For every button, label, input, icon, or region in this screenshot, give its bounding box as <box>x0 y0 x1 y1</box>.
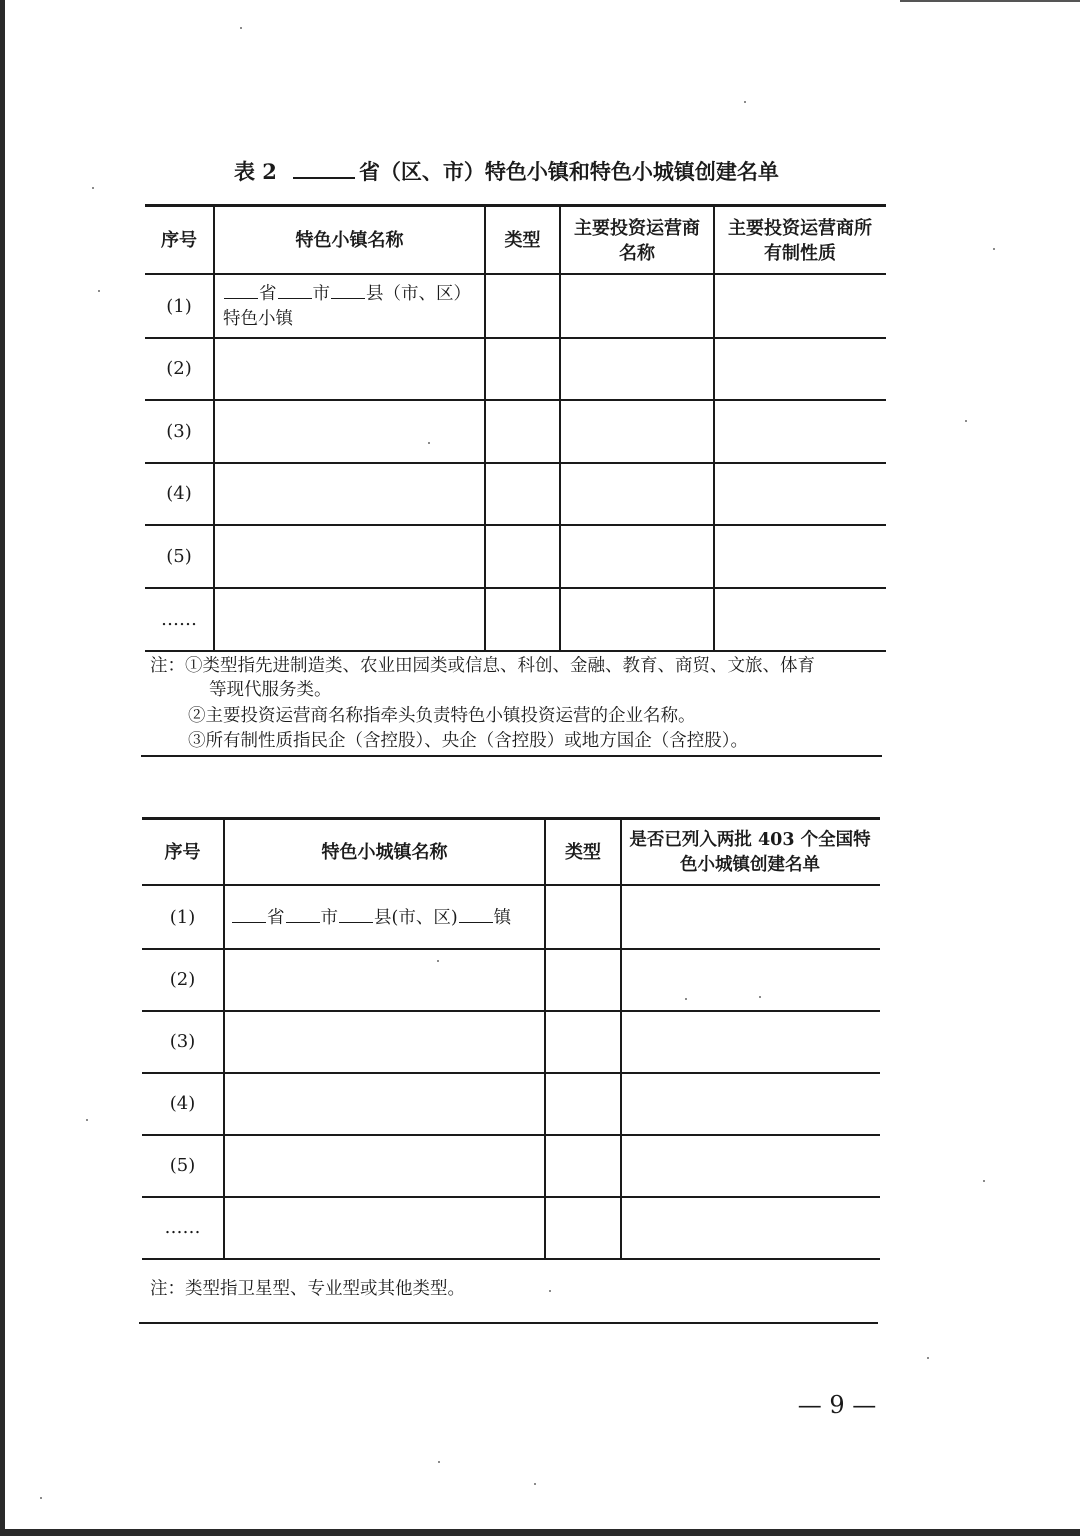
table2-row1-name-template <box>225 886 544 948</box>
table1-row-index: (2) <box>166 358 192 379</box>
scan-speck <box>965 420 967 422</box>
table2-header-town-name: 特色小城镇名称 <box>321 841 448 863</box>
scan-speck <box>98 290 100 292</box>
scan-left-edge <box>0 0 5 1536</box>
scan-speck <box>437 960 439 962</box>
table2-row-index: (3) <box>169 1031 196 1052</box>
county-label: 县（市、区） <box>366 284 471 304</box>
table1-row-rule <box>145 337 886 339</box>
town-suffix-line: 特色小镇 <box>223 309 293 329</box>
note1-line: ③所有制性质指民企（含控股）、央企（含控股）或地方国企（含控股）。 <box>188 731 748 751</box>
table1-header-operator-name: 主要投资运营商名称 <box>574 218 700 264</box>
table1-row-rule <box>145 399 886 401</box>
table-title <box>234 156 874 188</box>
table2-header-index: 序号 <box>164 841 201 863</box>
scan-top-edge <box>900 0 1080 2</box>
table2-row-rule <box>142 948 880 950</box>
table2-bottom-rule <box>142 1258 880 1260</box>
table1-col-rule <box>559 205 561 651</box>
table1-row-index: …… <box>161 608 197 630</box>
table2-col-rule <box>223 818 225 1259</box>
town-address-line <box>223 280 471 307</box>
city-label: 市 <box>320 907 338 928</box>
note2-text: 注：类型指卫星型、专业型或其他类型。 <box>150 1279 465 1299</box>
table1-header-rule <box>145 273 886 275</box>
table1-header-ownership: 主要投资运营商所有制性质 <box>728 218 872 264</box>
scan-speck <box>927 1357 929 1359</box>
scan-speck <box>759 996 761 998</box>
table2-row-index: …… <box>164 1217 201 1238</box>
scan-speck <box>993 248 995 250</box>
table2-header-type: 类型 <box>565 841 601 863</box>
scan-speck <box>240 27 242 29</box>
table2-row-rule <box>142 1010 880 1012</box>
table2-row-index: (2) <box>169 969 196 990</box>
title-suffix: 省（区、市）特色小镇和特色小城镇创建名单 <box>358 159 779 184</box>
table1-col-rule <box>713 205 715 651</box>
table1-row1-name-template <box>215 278 484 334</box>
scan-speck <box>428 442 430 444</box>
scan-speck <box>86 1119 88 1121</box>
small-town-address-line <box>231 904 511 931</box>
table2-col-rule <box>544 818 546 1259</box>
table1-bottom-rule <box>145 650 886 652</box>
note1-bottom-rule <box>141 755 882 757</box>
scan-speck <box>92 187 94 189</box>
note1-line: 注：①类型指先进制造类、农业田园类或信息、科创、金融、教育、商贸、文旅、体育 <box>150 656 815 676</box>
province-label: 省 <box>259 284 277 304</box>
blank-field <box>459 904 493 923</box>
table2-row-rule <box>142 1072 880 1074</box>
blank-field <box>286 904 320 923</box>
table2-row-index: (1) <box>169 906 196 928</box>
blank-field <box>224 280 258 299</box>
blank-field <box>331 280 365 299</box>
scan-speck <box>685 998 687 1000</box>
note2-bottom-rule <box>139 1322 878 1324</box>
table2-header-listed-status: 是否已列入两批 403 个全国特色小城镇创建名单 <box>629 830 871 875</box>
scan-speck <box>40 1497 42 1499</box>
table1-row-index: (1) <box>166 295 192 317</box>
note1-line: 等现代服务类。 <box>209 680 332 700</box>
note1-line: ②主要投资运营商名称指牵头负责特色小镇投资运营的企业名称。 <box>188 706 696 726</box>
table1-row-rule <box>145 587 886 589</box>
table1-header-index: 序号 <box>161 229 197 251</box>
scan-speck <box>983 1180 985 1182</box>
scan-speck <box>744 101 746 103</box>
scan-speck <box>438 1461 440 1463</box>
table2-row-index: (4) <box>169 1093 196 1114</box>
table2-row-rule <box>142 1134 880 1136</box>
table2-col-rule <box>620 818 622 1259</box>
title-blank-line <box>293 157 355 179</box>
city-label: 市 <box>312 284 330 304</box>
county-label: 县(市、区) <box>374 907 458 928</box>
blank-field <box>232 904 266 923</box>
scan-speck <box>534 1483 536 1485</box>
town-label: 镇 <box>493 907 512 928</box>
table1-header-type: 类型 <box>504 229 541 251</box>
table1-row-rule <box>145 524 886 526</box>
blank-field <box>278 280 312 299</box>
table1-header-town-name: 特色小镇名称 <box>295 229 404 251</box>
table2-row-index: (5) <box>169 1155 196 1176</box>
table1-row-index: (4) <box>166 483 192 504</box>
scan-speck <box>549 1290 551 1292</box>
table1-row-index: (5) <box>166 545 192 567</box>
scan-bottom-edge <box>0 1529 1080 1536</box>
province-label: 省 <box>267 907 285 928</box>
page-number: — 9 — <box>797 1391 877 1419</box>
title-prefix: 表 2 <box>234 159 277 184</box>
table1-row-rule <box>145 462 886 464</box>
table1-row-index: (3) <box>166 420 192 442</box>
blank-field <box>339 904 373 923</box>
table2-row-rule <box>142 1196 880 1198</box>
